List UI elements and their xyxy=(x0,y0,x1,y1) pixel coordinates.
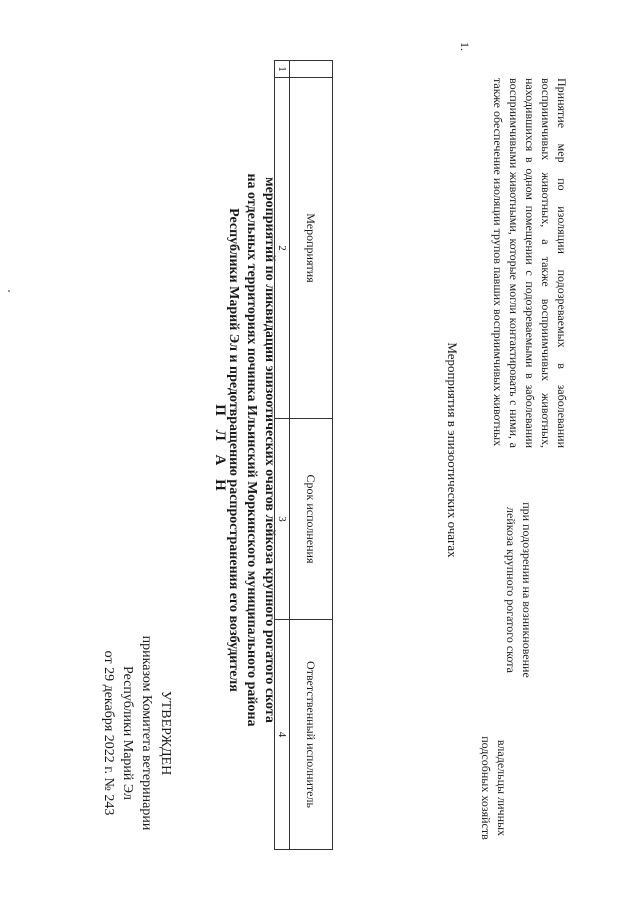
approval-line: Республики Марий Эл xyxy=(120,666,135,800)
section-heading: Мероприятия в эпизоотических очагах xyxy=(445,342,460,558)
approval-line: приказом Комитета ветеринарии xyxy=(139,635,154,831)
row-measure-text: Принятие мер по изоляции подозреваемых в заболевании восприимчивых животных, а также восприимчивых животных, находившихся в одном помещении с подозреваемыми в заболевании восприимчивыми животными, которые могли контактировать с ними, а также обеспечение изоляции трупов павших восприимчивых животных xyxy=(491,78,569,448)
subtitle-line: на отдельных территориях починка Ильинский Моркинского муниципального района xyxy=(244,173,259,727)
row-deadline-text: при подозрении на возникновение лейкоза крупного рогатого скота xyxy=(504,502,534,678)
document-subtitle xyxy=(224,95,278,805)
number-cell: 1 xyxy=(275,61,290,78)
header-cell-measures: Мероприятия xyxy=(290,78,333,419)
scan-speck xyxy=(8,290,10,292)
approval-stamp xyxy=(99,628,175,838)
number-cell: 3 xyxy=(275,419,290,620)
header-cell-executor: Ответственный исполнитель xyxy=(290,620,333,850)
plan-table xyxy=(274,60,333,850)
number-cell: 4 xyxy=(275,620,290,850)
table-number-row xyxy=(275,61,290,850)
plan-table-wrap xyxy=(276,0,403,900)
table-header-row xyxy=(290,61,333,850)
subtitle-line: мероприятий по ликвидации эпизоотических очагов лейкоза крупного рогатого скота xyxy=(262,177,277,723)
row-number: 1. xyxy=(458,42,472,51)
document-title: П Л А Н xyxy=(212,404,228,496)
row-executor-text: владельцы личных подсобных хозяйств xyxy=(479,736,509,840)
header-cell-deadline: Срок исполнения xyxy=(290,419,333,620)
approval-line: от 29 декабря 2022 г. № 243 xyxy=(101,650,116,816)
header-cell-num xyxy=(290,61,333,78)
document-page xyxy=(10,0,630,900)
number-cell: 2 xyxy=(275,78,290,419)
approval-line: УТВЕРЖДЕН xyxy=(158,690,173,776)
subtitle-line: Республики Марий Эл и предотвращению распространения его возбудителя xyxy=(226,208,241,692)
